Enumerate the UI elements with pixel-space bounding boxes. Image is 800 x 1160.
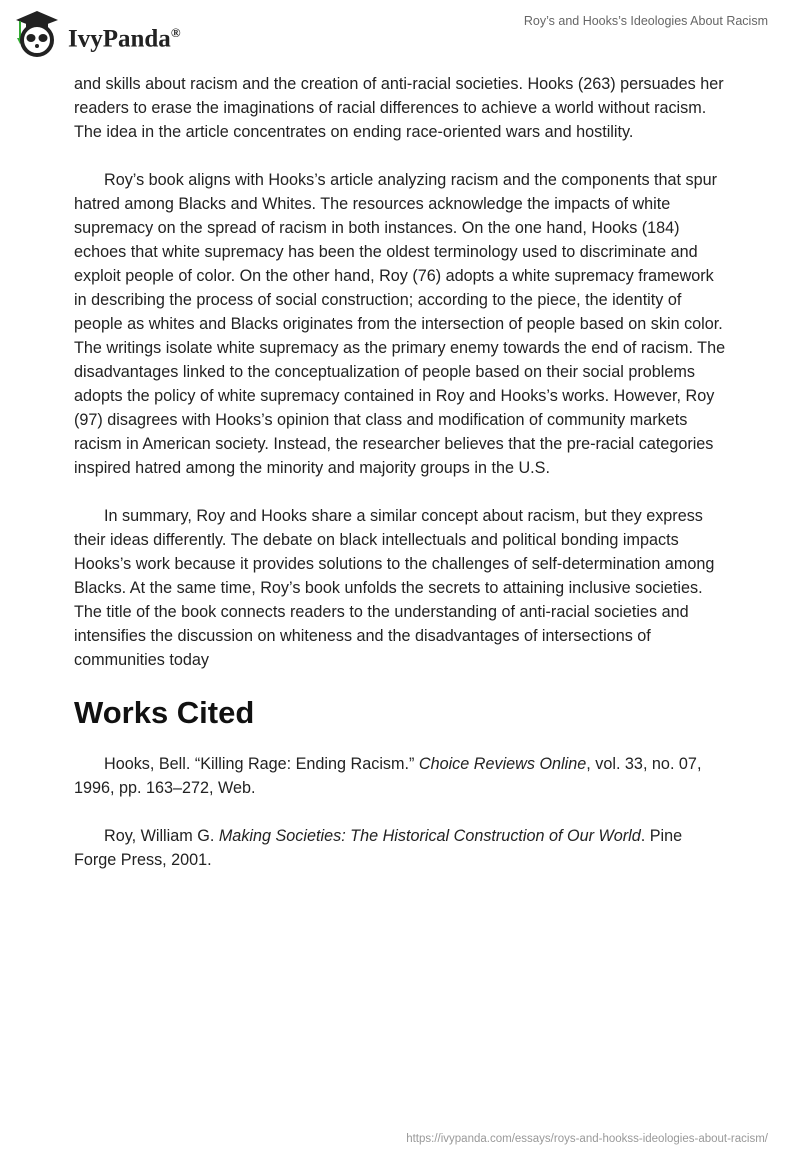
document-title: Roy’s and Hooks’s Ideologies About Racism	[523, 14, 768, 28]
source-url-link[interactable]: https://ivypanda.com/essays/roys-and-hookss-ideologies-about-racism/	[406, 1133, 768, 1145]
logo[interactable]	[12, 8, 181, 58]
paragraph: In summary, Roy and Hooks share a similar concept about racism, but they express their ideas differently. The debate on black intellectuals and political bonding impacts Hooks’s work because it provides solutions to the challenges of self-determination among Blacks. At the same time, Roy’s book unfolds the secrets to attaining inclusive societies. The title of the book connects readers to the understanding of anti-racial societies and intensifies the discussion on whiteness and the disadvantages of intersections of communities today	[74, 507, 715, 669]
citation: Roy, William G. Making Societies: The Historical Construction of Our World. Pine Forge Press, 2001.	[74, 827, 683, 869]
panda-logo-icon	[12, 8, 62, 58]
works-cited-heading: Works Cited	[74, 695, 255, 730]
paragraph: and skills about racism and the creation of anti-racial societies. Hooks (263) persuades her readers to erase the imaginations of racial differences to achieve a world without racism. The idea in the article concentrates on ending race-oriented wars and hostility.	[74, 75, 724, 141]
logo-text: IvyPanda®	[68, 24, 181, 53]
citation: Hooks, Bell. “Killing Rage: Ending Racism.” Choice Reviews Online, vol. 33, no. 07, 1996, pp. 163–272, Web.	[74, 755, 702, 797]
essay-content	[74, 72, 728, 896]
paragraph: Roy’s book aligns with Hooks’s article analyzing racism and the components that spur hatred among Blacks and Whites. The resources acknowledge the impacts of white supremacy on the spread of racism in both instances. On the one hand, Hooks (184) echoes that white supremacy has been the oldest terminology used to discriminate and exploit people of color. On the other hand, Roy (76) adopts a white supremacy framework in describing the process of social construction; according to the piece, the identity of people as whites and Blacks originates from the intersection of people based on skin color. The writings isolate white supremacy as the primary enemy towards the end of racism. The disadvantages linked to the conceptualization of people based on their social problems adopts the policy of white supremacy contained in Roy and Hooks’s works. However, Roy (97) disagrees with Hooks’s opinion that class and modification of community markets racism in American society. Instead, the researcher believes that the pre-racial categories inspired hatred among the minority and majority groups in the U.S.	[74, 171, 726, 477]
